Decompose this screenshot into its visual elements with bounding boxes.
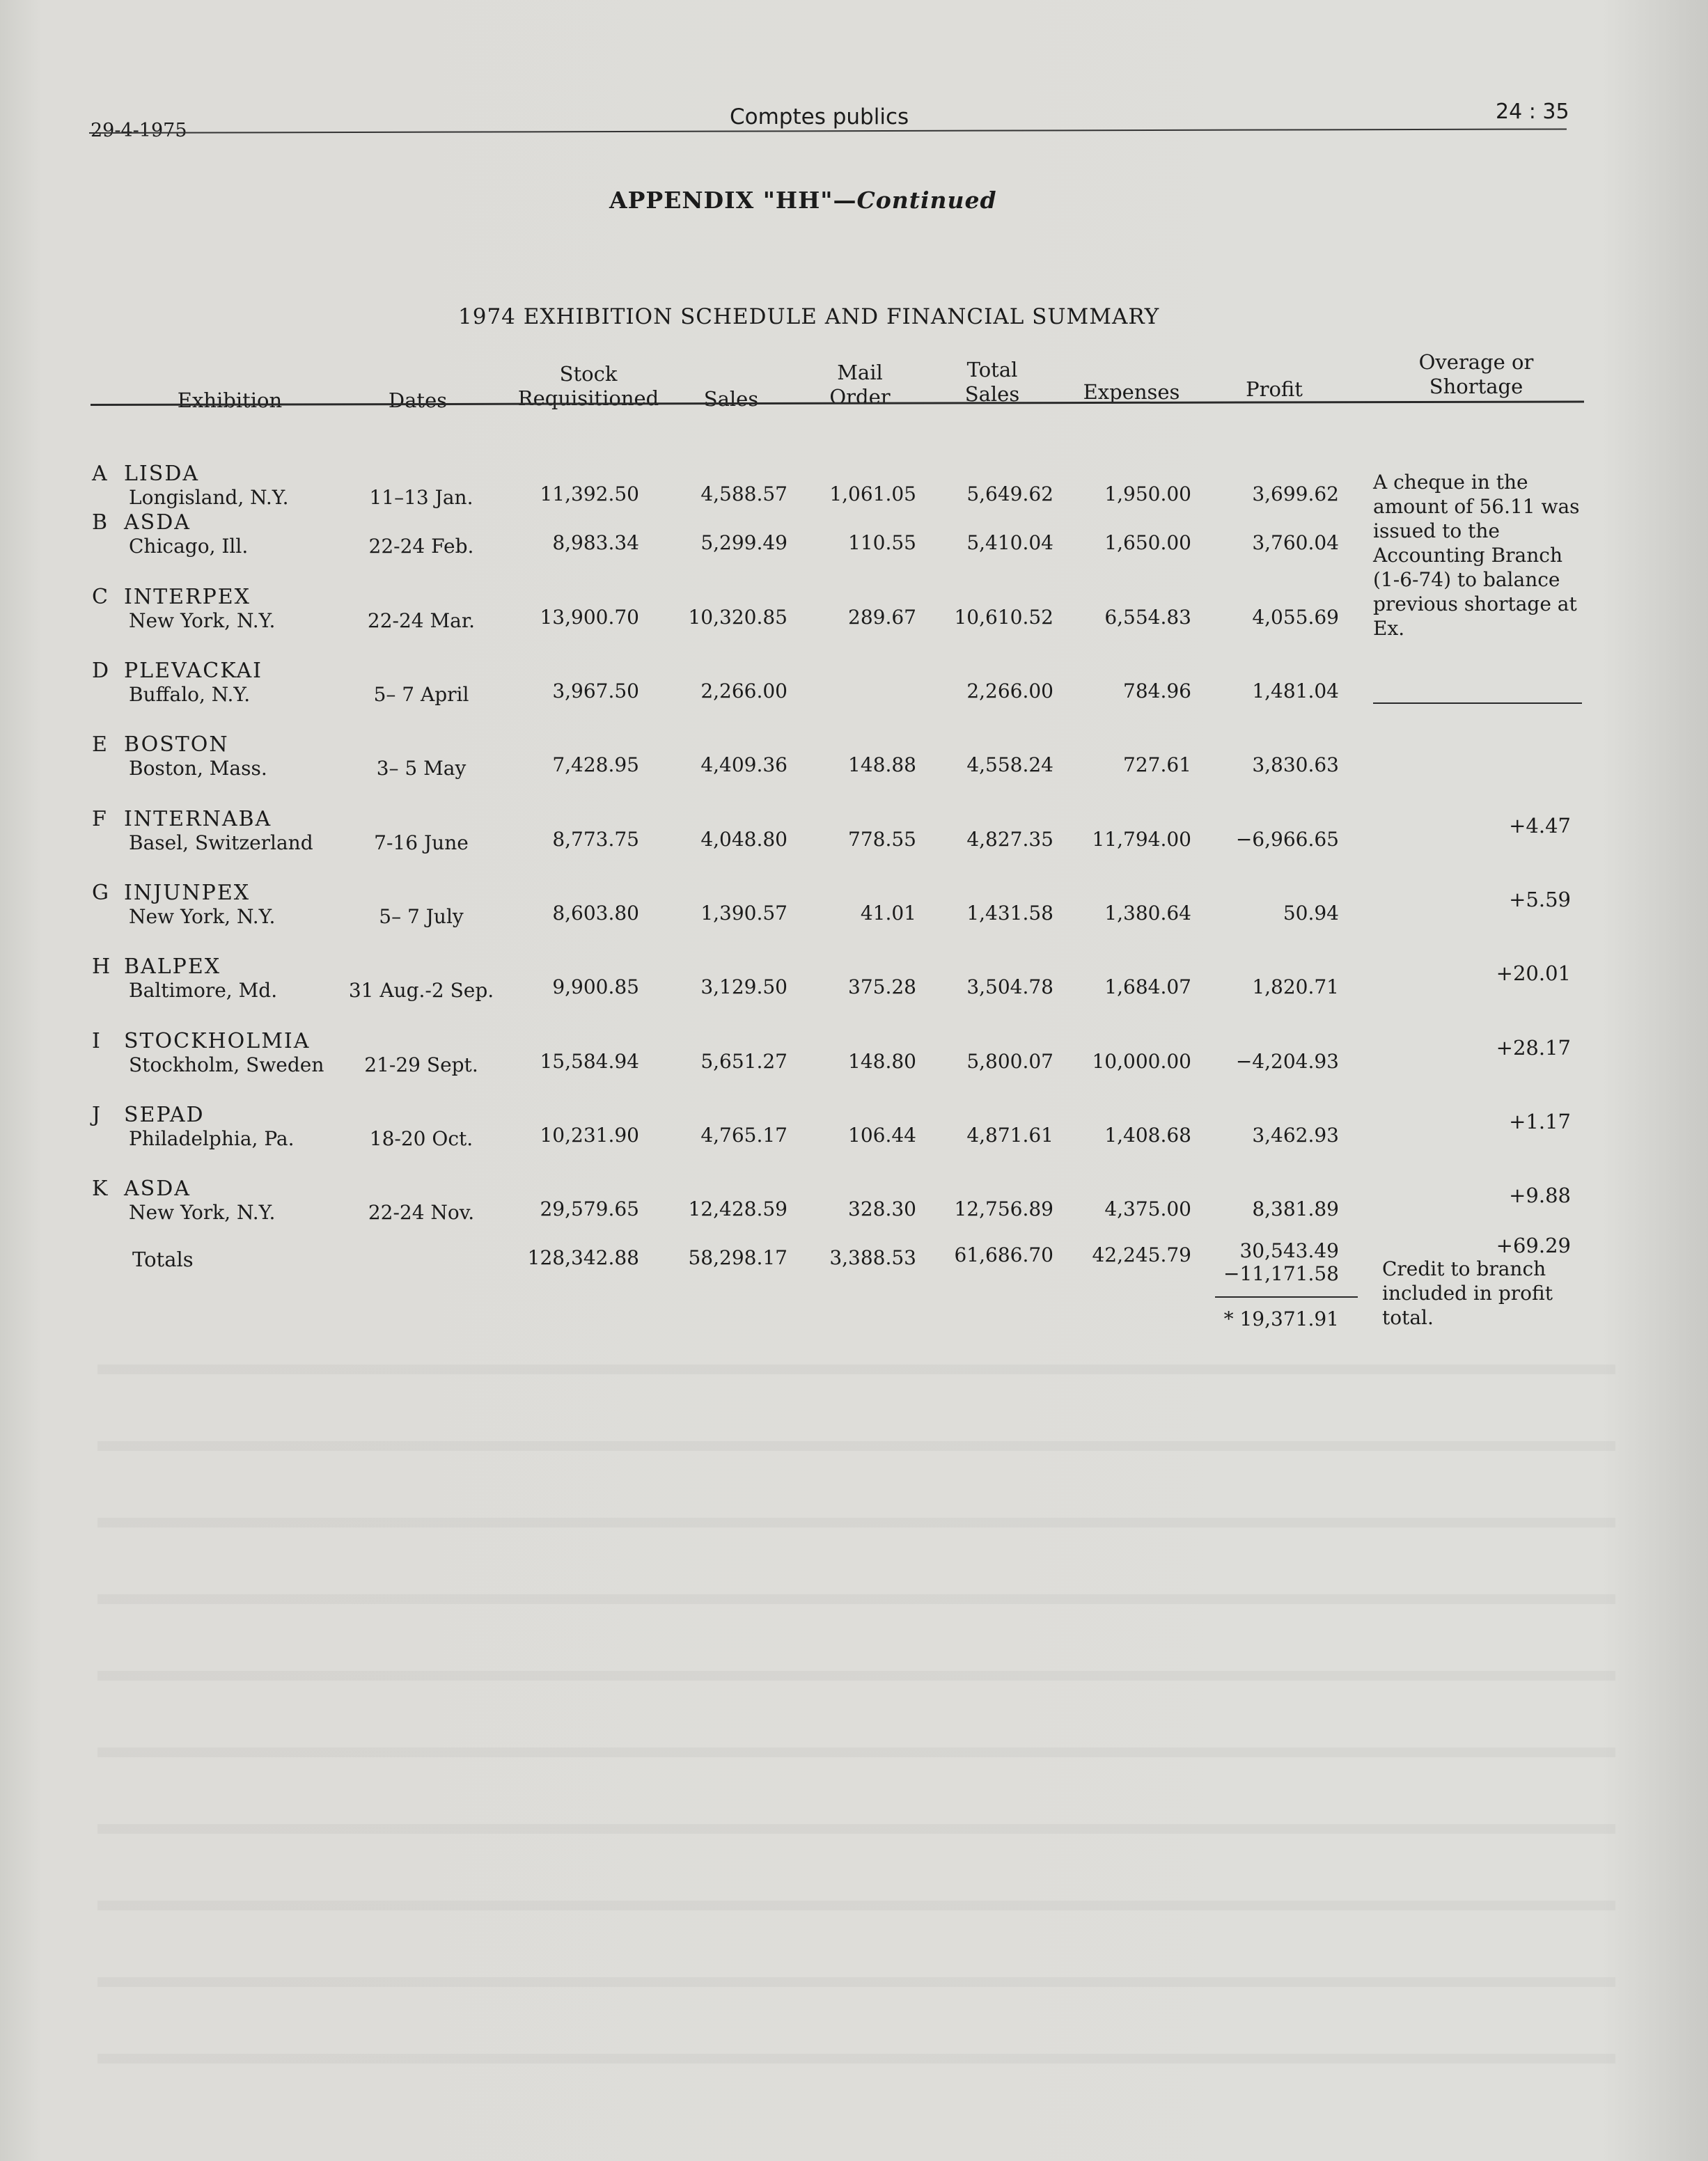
exhibition-location: Chicago, Ill. xyxy=(129,535,249,558)
cell-expenses: 784.96 xyxy=(1123,679,1191,702)
cell-stock: 9,900.85 xyxy=(552,975,639,998)
totals-total: 61,686.70 xyxy=(954,1243,1053,1266)
col-overage xyxy=(1400,350,1553,399)
cell-stock: 13,900.70 xyxy=(540,606,639,629)
cell-expenses: 727.61 xyxy=(1123,753,1191,776)
appendix-title xyxy=(609,187,997,214)
exhibition-name: SEPAD xyxy=(124,1103,205,1127)
header-date: 29-4-1975 xyxy=(91,120,187,141)
cell-mail: 1,061.05 xyxy=(829,482,916,505)
cell-sales: 4,765.17 xyxy=(700,1124,788,1147)
cell-total: 4,558.24 xyxy=(966,753,1053,776)
cell-dates: 5– 7 April xyxy=(373,683,469,706)
cell-total: 4,827.35 xyxy=(966,828,1053,851)
cell-sales: 3,129.50 xyxy=(700,975,788,998)
cell-stock: 3,967.50 xyxy=(552,679,639,702)
cell-dates: 22-24 Mar. xyxy=(367,609,476,632)
cell-profit: 8,381.89 xyxy=(1252,1197,1339,1220)
cell-stock: 10,231.90 xyxy=(540,1124,639,1147)
totals-profit-gross: 30,543.49 xyxy=(1239,1239,1339,1262)
cell-mail: 148.80 xyxy=(848,1050,916,1073)
cell-stock: 8,603.80 xyxy=(552,902,639,925)
col-total-line2: Sales xyxy=(964,382,1020,406)
cell-overage: +5.59 xyxy=(1509,888,1571,911)
cell-dates: 31 Aug.-2 Sep. xyxy=(348,979,494,1002)
exhibition-name: LISDA xyxy=(124,462,200,486)
cell-mail: 106.44 xyxy=(848,1124,916,1147)
cell-stock: 8,983.34 xyxy=(552,531,639,554)
col-total xyxy=(954,358,1031,407)
cell-overage: +28.17 xyxy=(1496,1036,1571,1060)
cell-sales: 10,320.85 xyxy=(688,606,788,629)
cell-mail: 328.30 xyxy=(848,1197,916,1220)
row-letter: H xyxy=(92,954,111,979)
cell-profit: 3,462.93 xyxy=(1252,1124,1339,1147)
cell-sales: 5,299.49 xyxy=(700,531,788,554)
col-dates: Dates xyxy=(388,388,448,412)
cell-profit: −6,966.65 xyxy=(1235,828,1339,851)
exhibition-name: INTERNABA xyxy=(124,807,272,831)
cell-sales: 4,588.57 xyxy=(700,482,788,505)
cell-total: 2,266.00 xyxy=(966,679,1053,702)
row-letter: K xyxy=(92,1177,108,1201)
exhibition-location: Baltimore, Md. xyxy=(129,979,278,1002)
cheque-note: A cheque in the amount of 56.11 was issued to the Accounting Branch (1-6-74) to balance previous shortage at Ex. xyxy=(1373,471,1580,640)
cell-total: 5,649.62 xyxy=(966,482,1053,505)
cell-dates: 5– 7 July xyxy=(379,905,464,928)
cell-expenses: 1,650.00 xyxy=(1104,531,1191,554)
cell-mail: 289.67 xyxy=(848,606,916,629)
table-title: 1974 EXHIBITION SCHEDULE AND FINANCIAL SUMMARY xyxy=(458,304,1160,329)
appendix-continued: Continued xyxy=(856,187,997,214)
row-letter: E xyxy=(92,732,107,757)
header-page-ref: 24 : 35 xyxy=(1496,100,1569,124)
exhibition-name: ASDA xyxy=(124,510,191,535)
cell-sales: 12,428.59 xyxy=(688,1197,788,1220)
cell-dates: 22-24 Feb. xyxy=(368,535,474,558)
totals-mail: 3,388.53 xyxy=(829,1246,916,1269)
row-letter: I xyxy=(92,1029,100,1053)
cell-profit: 3,760.04 xyxy=(1252,531,1339,554)
row-letter: D xyxy=(92,659,109,683)
cell-profit: 1,820.71 xyxy=(1252,975,1339,998)
cell-overage: +4.47 xyxy=(1509,814,1571,838)
cell-total: 5,410.04 xyxy=(966,531,1053,554)
cell-profit: 1,481.04 xyxy=(1252,679,1339,702)
col-overage-line2: Shortage xyxy=(1429,375,1523,398)
col-total-line1: Total xyxy=(966,358,1018,382)
cell-mail: 41.01 xyxy=(860,902,916,925)
cell-stock: 7,428.95 xyxy=(552,753,639,776)
cell-mail: 110.55 xyxy=(848,531,916,554)
exhibition-name: BALPEX xyxy=(124,954,221,979)
exhibition-location: New York, N.Y. xyxy=(129,1201,276,1224)
note-rule xyxy=(1373,702,1582,704)
header-publication: Comptes publics xyxy=(730,104,909,129)
cell-mail: 148.88 xyxy=(848,753,916,776)
exhibition-name: STOCKHOLMIA xyxy=(124,1029,311,1053)
cell-stock: 29,579.65 xyxy=(540,1197,639,1220)
cell-dates: 21-29 Sept. xyxy=(364,1053,478,1076)
exhibition-location: Stockholm, Sweden xyxy=(129,1053,324,1076)
row-letter: A xyxy=(92,462,107,486)
cell-expenses: 1,380.64 xyxy=(1104,902,1191,925)
appendix-label: APPENDIX "HH"— xyxy=(609,187,857,214)
exhibition-location: New York, N.Y. xyxy=(129,609,276,632)
cell-overage: +1.17 xyxy=(1509,1110,1571,1133)
cell-total: 3,504.78 xyxy=(966,975,1053,998)
col-stock-line1: Stock xyxy=(559,362,618,386)
col-mail-line2: Order xyxy=(829,385,891,409)
cell-overage: +9.88 xyxy=(1509,1184,1571,1207)
cell-sales: 1,390.57 xyxy=(700,902,788,925)
cell-expenses: 1,408.68 xyxy=(1104,1124,1191,1147)
cell-dates: 22-24 Nov. xyxy=(368,1201,475,1224)
exhibition-name: BOSTON xyxy=(124,732,229,757)
cell-expenses: 1,950.00 xyxy=(1104,482,1191,505)
cell-dates: 3– 5 May xyxy=(376,757,467,780)
cell-sales: 4,409.36 xyxy=(700,753,788,776)
totals-profit-loss: −11,171.58 xyxy=(1223,1262,1339,1285)
cell-expenses: 1,684.07 xyxy=(1104,975,1191,998)
cell-profit: −4,204.93 xyxy=(1235,1050,1339,1073)
exhibition-name: INJUNPEX xyxy=(124,881,251,905)
cell-total: 1,431.58 xyxy=(966,902,1053,925)
cell-stock: 11,392.50 xyxy=(540,482,639,505)
cell-stock: 8,773.75 xyxy=(552,828,639,851)
totals-expenses: 42,245.79 xyxy=(1092,1243,1191,1266)
exhibition-location: Buffalo, N.Y. xyxy=(129,683,251,706)
exhibition-location: Boston, Mass. xyxy=(129,757,267,780)
cell-sales: 4,048.80 xyxy=(700,828,788,851)
cell-dates: 7-16 June xyxy=(374,831,469,854)
exhibition-location: Philadelphia, Pa. xyxy=(129,1127,295,1150)
cell-profit: 3,699.62 xyxy=(1252,482,1339,505)
row-letter: G xyxy=(92,881,109,905)
exhibition-name: INTERPEX xyxy=(124,585,251,609)
exhibition-location: New York, N.Y. xyxy=(129,905,276,928)
cell-overage: +20.01 xyxy=(1496,961,1571,985)
cell-dates: 18-20 Oct. xyxy=(369,1127,473,1150)
row-letter: C xyxy=(92,585,108,609)
cell-stock: 15,584.94 xyxy=(540,1050,639,1073)
cell-expenses: 6,554.83 xyxy=(1104,606,1191,629)
cell-profit: 3,830.63 xyxy=(1252,753,1339,776)
col-exhibition: Exhibition xyxy=(177,388,283,412)
cell-total: 5,800.07 xyxy=(966,1050,1053,1073)
cell-expenses: 4,375.00 xyxy=(1104,1197,1191,1220)
exhibition-location: Basel, Switzerland xyxy=(129,831,313,854)
cell-total: 10,610.52 xyxy=(954,606,1053,629)
totals-overage: +69.29 xyxy=(1496,1234,1571,1257)
row-letter: B xyxy=(92,510,108,535)
col-sales: Sales xyxy=(703,387,759,411)
cell-mail: 778.55 xyxy=(848,828,916,851)
cell-profit: 50.94 xyxy=(1283,902,1339,925)
totals-profit-rule xyxy=(1215,1296,1358,1298)
totals-sales: 58,298.17 xyxy=(688,1246,788,1269)
cell-sales: 2,266.00 xyxy=(700,679,788,702)
totals-label: Totals xyxy=(132,1248,194,1271)
cell-mail: 375.28 xyxy=(848,975,916,998)
col-mail-line1: Mail xyxy=(837,361,883,384)
row-letter: J xyxy=(92,1103,101,1127)
col-expenses: Expenses xyxy=(1083,380,1180,404)
cell-total: 4,871.61 xyxy=(966,1124,1053,1147)
col-overage-line1: Overage or xyxy=(1418,350,1534,374)
credit-note: Credit to branch included in profit total. xyxy=(1382,1257,1553,1329)
row-letter: F xyxy=(92,807,107,831)
cell-dates: 11–13 Jan. xyxy=(369,486,473,509)
totals-stock: 128,342.88 xyxy=(527,1246,639,1269)
col-profit: Profit xyxy=(1246,377,1303,401)
exhibition-name: PLEVACKAI xyxy=(124,659,263,683)
exhibition-location: Longisland, N.Y. xyxy=(129,486,289,509)
cell-profit: 4,055.69 xyxy=(1252,606,1339,629)
bleed-through-text xyxy=(97,1365,1615,2130)
cell-expenses: 10,000.00 xyxy=(1092,1050,1191,1073)
totals-profit-net: * 19,371.91 xyxy=(1223,1307,1339,1330)
cell-expenses: 11,794.00 xyxy=(1092,828,1191,851)
cell-sales: 5,651.27 xyxy=(700,1050,788,1073)
col-stock-line2: Requisitioned xyxy=(517,386,659,410)
exhibition-name: ASDA xyxy=(124,1177,191,1201)
cell-total: 12,756.89 xyxy=(954,1197,1053,1220)
